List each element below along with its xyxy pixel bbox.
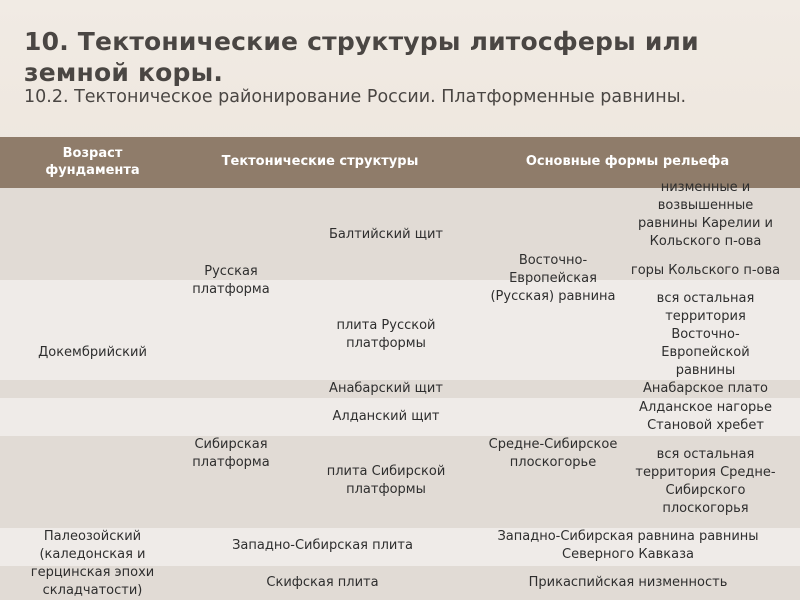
anabar-shield: Анабарский щит (329, 381, 443, 396)
age-paleozoic: Палеозойский (каледонская и герцинская эпохи складчатости) (30, 529, 155, 598)
kola-mountains: горы Кольского п-ова (630, 263, 781, 278)
west-siberian-plain: Западно-Сибирская равнина равнины Северного Кавказа (497, 529, 759, 562)
central-siberian-plateau: Средне-Сибирское плоскогорье (488, 437, 618, 470)
header-age: Возраст фундамента (45, 146, 140, 178)
siberian-platform: Сибирская платформа (192, 437, 270, 470)
header-structures: Тектонические структуры (221, 153, 419, 169)
baltic-shield: Балтийский щит (329, 227, 443, 242)
rest-central-siberian: вся остальная территория Средне-Сибирского плоскогорья (635, 447, 776, 516)
rest-east-european: вся остальная территория Восточно-Европейской равнины (656, 291, 755, 378)
slide-title: 10. Тектонические структуры литосферы или земной коры. (24, 27, 699, 87)
siberian-plate: плита Сибирской платформы (326, 464, 446, 497)
aldan-highland: Алданское нагорье (639, 400, 772, 415)
slide-subtitle: 10.2. Тектоническое районирование России. Платформенные равнины. (24, 87, 687, 107)
russian-platform: Русская платформа (192, 264, 270, 297)
age-precambrian: Докембрийский (38, 345, 147, 360)
russian-plate: плита Русской платформы (336, 318, 436, 351)
west-siberian-plate: Западно-Сибирская плита (232, 538, 413, 553)
anabar-plateau: Анабарское плато (643, 381, 768, 396)
aldan-shield: Алданский щит (332, 409, 440, 424)
header-relief: Основные формы рельефа (525, 153, 730, 169)
caspian-lowland: Прикаспийская низменность (528, 575, 728, 590)
stanovoy-ridge: Становой хребет (647, 418, 764, 433)
east-european-plain: Восточно-Европейская (Русская) равнина (490, 253, 616, 304)
scythian-plate: Скифская плита (266, 575, 379, 590)
karelia-lowlands: низменные и возвышенные равнины Карелии и Кольского п-ова (638, 180, 773, 249)
